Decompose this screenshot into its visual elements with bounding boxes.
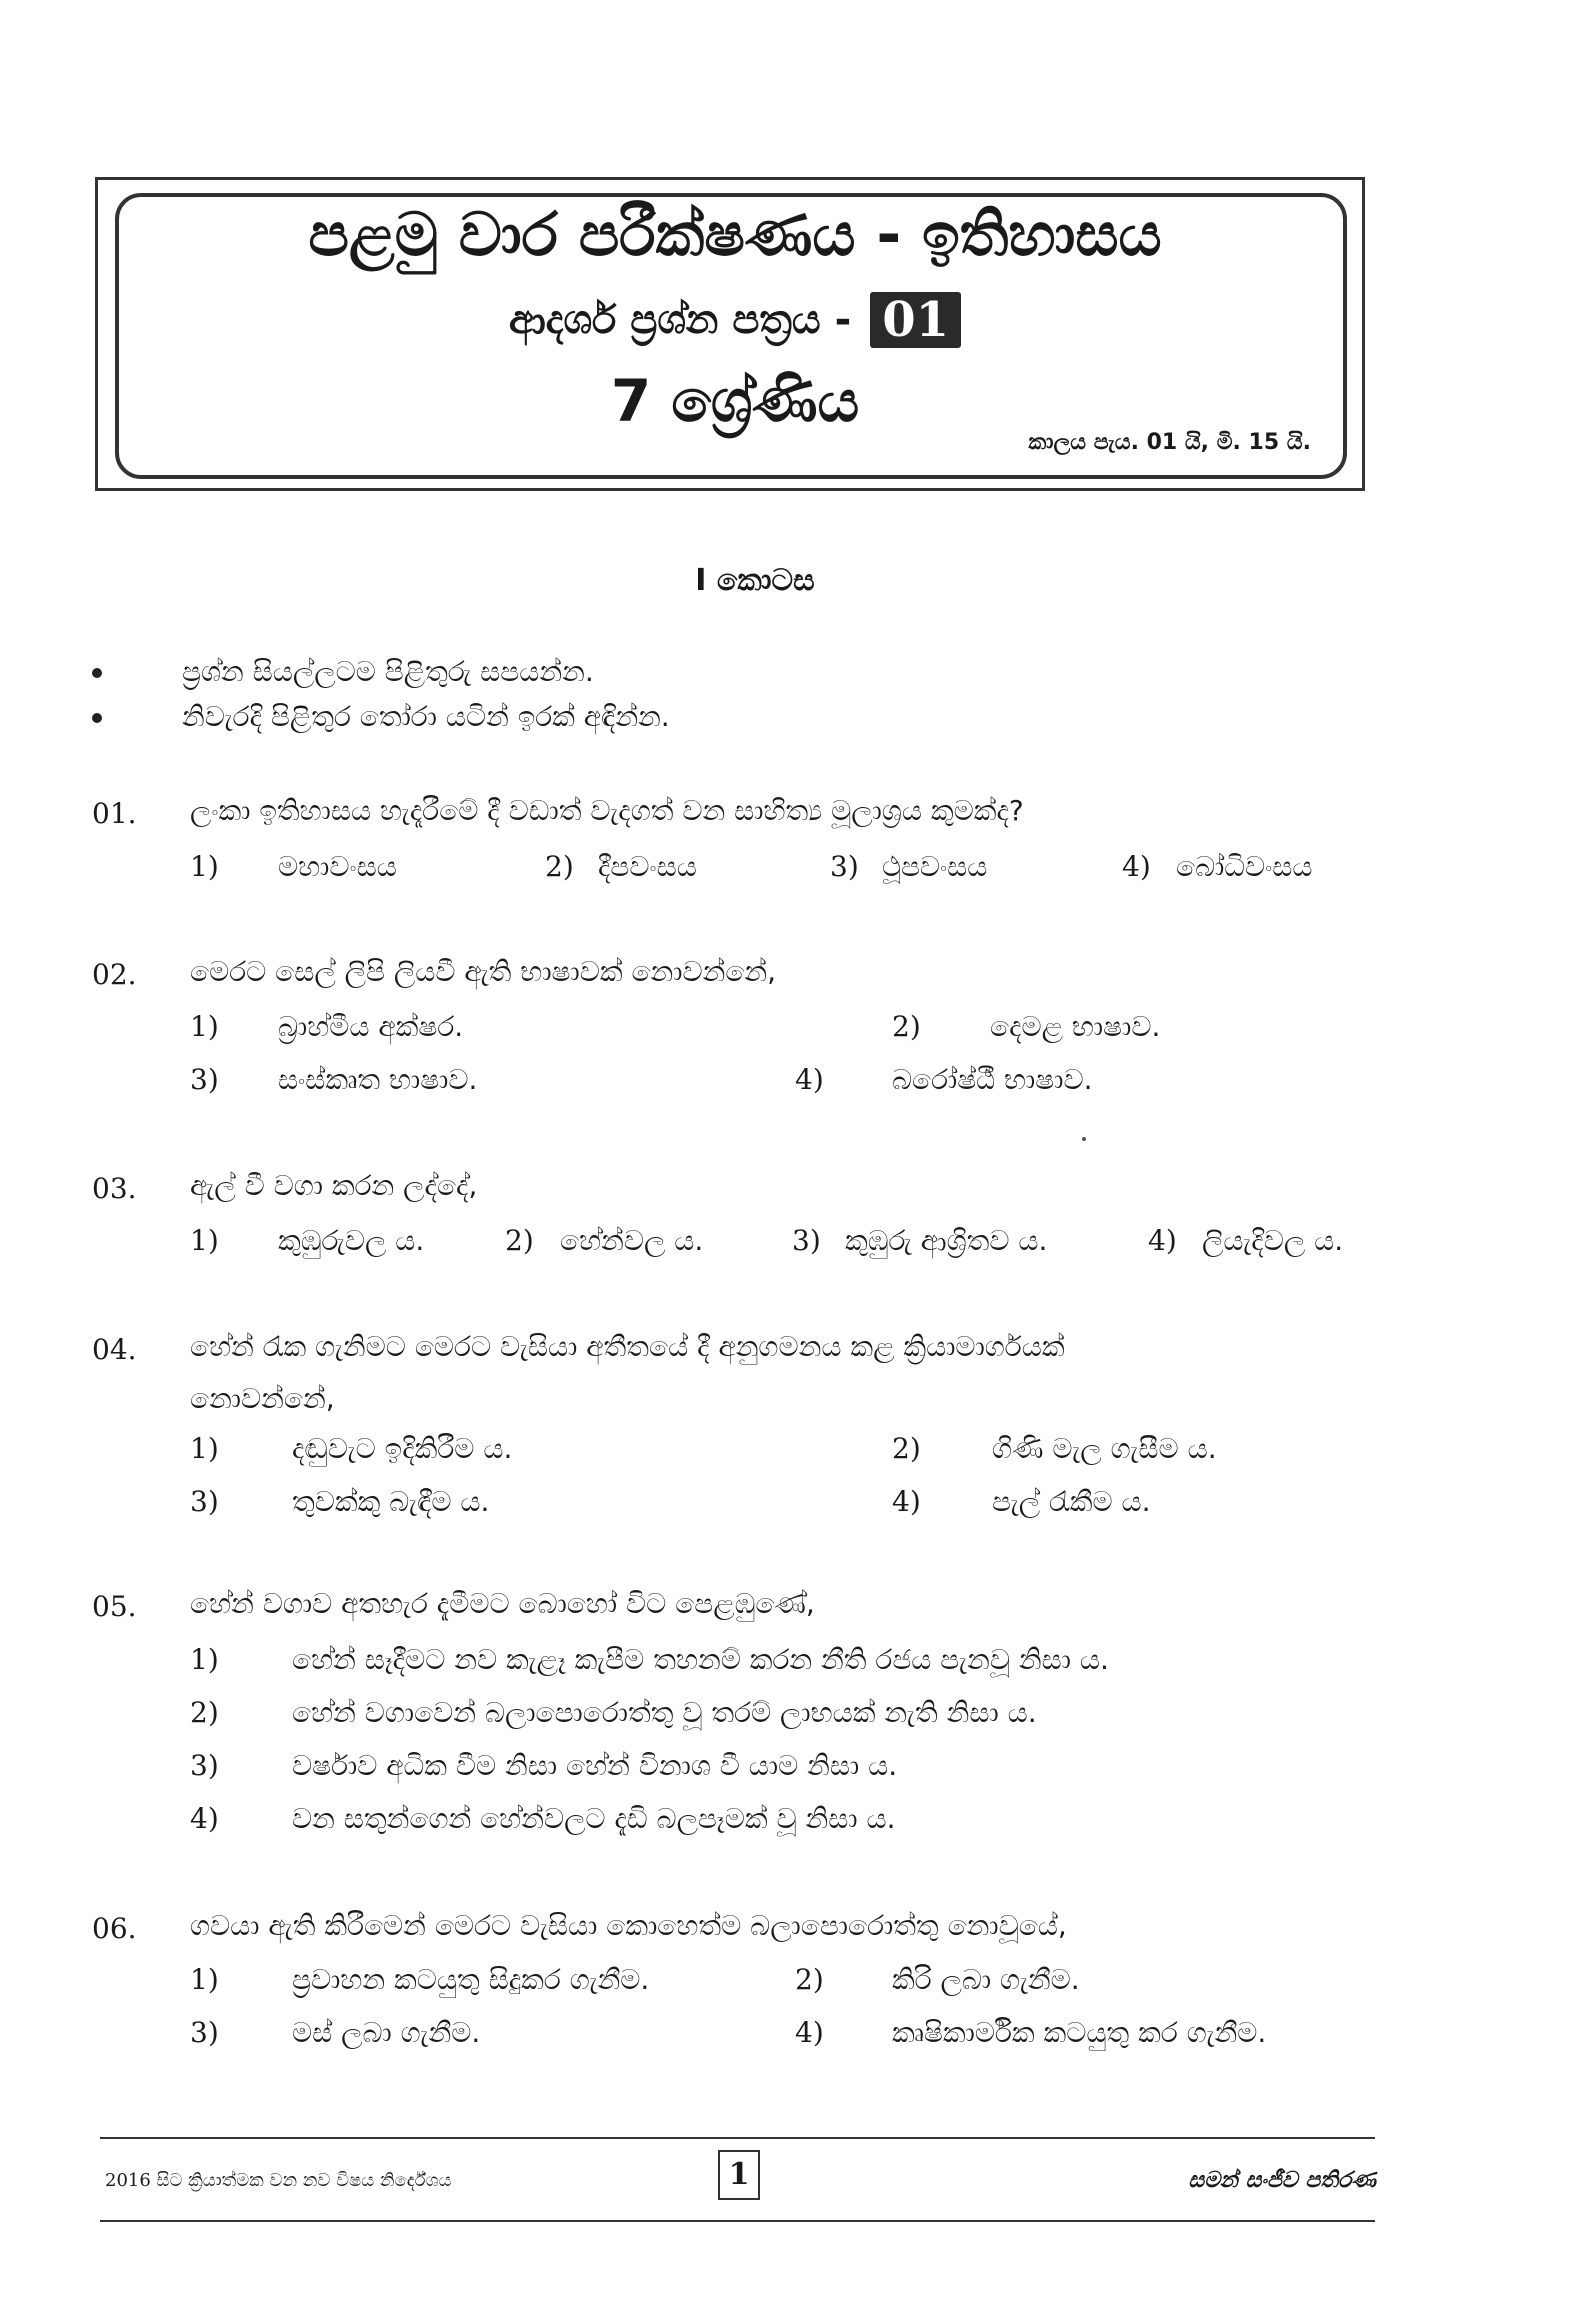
option	[190, 1802, 219, 1835]
instruction-item	[92, 655, 594, 689]
footer-author: සමන් සංජීව පතිරණ	[1188, 2168, 1376, 2193]
bullet-icon	[92, 713, 102, 723]
option-number: 4)	[795, 1063, 824, 1096]
option	[190, 1696, 219, 1729]
option-text: මස් ලබා ගැනීම.	[292, 2016, 481, 2049]
option-text: බරෝෂ්ඨී භාෂාව.	[892, 1063, 1093, 1096]
option-text: කිරි ලබා ගැනීම.	[892, 1963, 1080, 1996]
option-number: 2)	[505, 1224, 534, 1257]
paper-subtitle-row	[0, 292, 1470, 348]
exam-title: පළමු වාර පරීක්ෂණය - ඉතිහාසය	[308, 200, 1162, 270]
question-number: 04.	[92, 1333, 137, 1366]
option	[795, 1963, 824, 1996]
option	[190, 1485, 219, 1518]
option	[892, 1010, 921, 1043]
option-number: 3)	[792, 1224, 821, 1257]
option	[545, 850, 574, 883]
option	[190, 1063, 219, 1096]
option	[892, 1485, 921, 1518]
option-text: කුඹුරු ආශ්‍රිතව ය.	[845, 1224, 1048, 1257]
grade-label: 7 ශ්‍රේණිය	[610, 367, 860, 435]
option-number: 2)	[892, 1432, 921, 1465]
option-text: හේන්වල ය.	[560, 1224, 704, 1257]
option	[1122, 850, 1151, 883]
option-number: 4)	[1122, 850, 1151, 883]
option-number: 1)	[190, 1010, 219, 1043]
option-number: 1)	[190, 1224, 219, 1257]
option-text: බ්‍රාහ්මීය අක්ෂර.	[278, 1010, 464, 1043]
question-text: හේන් වගාව අතහැර දැමීමට බොහෝ විට පෙළඹුණේ,	[190, 1587, 815, 1620]
option-number: 3)	[190, 1063, 219, 1096]
instruction-text: නිවැරදි පිළිතුර තෝරා යටින් ඉරක් අඳින්න.	[182, 700, 670, 733]
option	[795, 2016, 824, 2049]
option-number: 4)	[892, 1485, 921, 1518]
option-text: ලියැදිවල ය.	[1202, 1224, 1344, 1257]
option	[190, 1010, 219, 1043]
option-text: පැල් රැකීම ය.	[992, 1485, 1151, 1518]
option-number: 1)	[190, 850, 219, 883]
option-text: දීපවංසය	[598, 850, 697, 883]
section-title: I කොටස	[695, 563, 815, 598]
option-text: වර්ෂාව අධික වීම නිසා හේන් විනාශ වී යාම නිසා ය.	[292, 1749, 898, 1782]
option	[795, 1063, 824, 1096]
option	[1148, 1224, 1177, 1257]
option-number: 3)	[190, 1749, 219, 1782]
question-text: මෙරට සෙල් ලිපි ලියවී ඇති භාෂාවක් නොවන්නේ,	[190, 955, 777, 988]
option-text: දඬුවැට ඉදිකිරීම ය.	[292, 1432, 513, 1465]
option-text: කුඹුරුවල ය.	[278, 1224, 425, 1257]
option-text: බෝධිවංසය	[1176, 850, 1313, 883]
question-text-line: නොවන්නේ,	[190, 1382, 335, 1415]
instruction-item	[92, 700, 670, 734]
option-text: දෙමළ භාෂාව.	[990, 1010, 1161, 1043]
option-number: 2)	[190, 1696, 219, 1729]
question-number: 02.	[92, 958, 137, 991]
time-allowed: කාලය පැය. 01 යි, මි. 15 යි.	[1028, 430, 1311, 455]
question-number: 01.	[92, 797, 137, 830]
option-text: කෘෂිකාර්මික කටයුතු කර ගැනීම.	[892, 2016, 1267, 2049]
option	[190, 1432, 219, 1465]
option-text: ප්‍රවාහන කටයුතු සිදුකර ගැනීම.	[292, 1963, 650, 1996]
option	[190, 2016, 219, 2049]
bullet-icon	[92, 668, 102, 678]
option-number: 2)	[545, 850, 574, 883]
question-number: 06.	[92, 1912, 137, 1945]
question-number: 03.	[92, 1172, 137, 1205]
option	[830, 850, 859, 883]
paper-number-badge: 01	[870, 292, 961, 348]
option-text: තුවක්කු බැඳීම ය.	[292, 1485, 490, 1518]
option-number: 3)	[190, 2016, 219, 2049]
option-number: 2)	[795, 1963, 824, 1996]
option-text: මහාවංසය	[278, 850, 397, 883]
option-number: 1)	[190, 1963, 219, 1996]
option-text: වන සතුන්ගෙන් හේන්වලට දැඩි බලපෑමක් වූ නිසා ය.	[292, 1802, 896, 1835]
scan-speck	[1082, 1137, 1086, 1141]
option	[190, 1224, 219, 1257]
question-text-line: හේන් රැක ගැනිමට මෙරට වැසියා අතීතයේ දී අනුගමනය කළ ක්‍රියාමාර්ගයක්	[190, 1330, 1065, 1363]
option-text: ගිණි මැල ගැසීම ය.	[992, 1432, 1217, 1465]
option	[190, 1749, 219, 1782]
option	[792, 1224, 821, 1257]
question-text: ලංකා ඉතිහාසය හැදෑරීමේ දී වඩාත් වැදගත් වන සාහිත්‍ය මූලාශ්‍රය කුමක්ද?	[190, 794, 1024, 827]
paper-subtitle: ආදර්ශ ප්‍රශ්න පත්‍රය -	[508, 297, 852, 343]
option	[190, 1643, 219, 1676]
option-text: සංස්කෘත භාෂාව.	[278, 1063, 478, 1096]
option-number: 4)	[1148, 1224, 1177, 1257]
footer-syllabus-note: 2016 සිට ක්‍රියාත්මක වන නව විෂය නිර්දේශය	[105, 2170, 452, 2191]
option	[190, 850, 219, 883]
option-number: 3)	[190, 1485, 219, 1518]
option	[190, 1963, 219, 1996]
footer-rule-top	[100, 2137, 1375, 2139]
question-text: ගවයා ඇති කිරීමෙන් මෙරට වැසියා කොහෙත්ම බලාපොරොත්තු නොවූයේ,	[190, 1909, 1067, 1942]
question-text: ඇල් වී වගා කරන ලද්දේ,	[190, 1169, 478, 1202]
instruction-text: ප්‍රශ්න සියල්ලටම පිළිතුරු සපයන්න.	[182, 655, 594, 688]
option-number: 1)	[190, 1432, 219, 1465]
option-number: 3)	[830, 850, 859, 883]
option-number: 2)	[892, 1010, 921, 1043]
footer-rule-bottom	[100, 2220, 1375, 2222]
option-text: ථූපවංසය	[882, 850, 988, 883]
option-text: හේන් සෑදීමට නව කැළෑ කැපීම තහනම් කරන නීති රජය පැනවූ නිසා ය.	[292, 1643, 1109, 1676]
option-number: 4)	[795, 2016, 824, 2049]
option	[505, 1224, 534, 1257]
option-number: 1)	[190, 1643, 219, 1676]
page-number: 1	[718, 2150, 760, 2200]
question-number: 05.	[92, 1590, 137, 1623]
option	[892, 1432, 921, 1465]
option-text: හේන් වගාවෙන් බලාපොරොත්තු වූ තරම් ලාභයක් නැති නිසා ය.	[292, 1696, 1037, 1729]
option-number: 4)	[190, 1802, 219, 1835]
